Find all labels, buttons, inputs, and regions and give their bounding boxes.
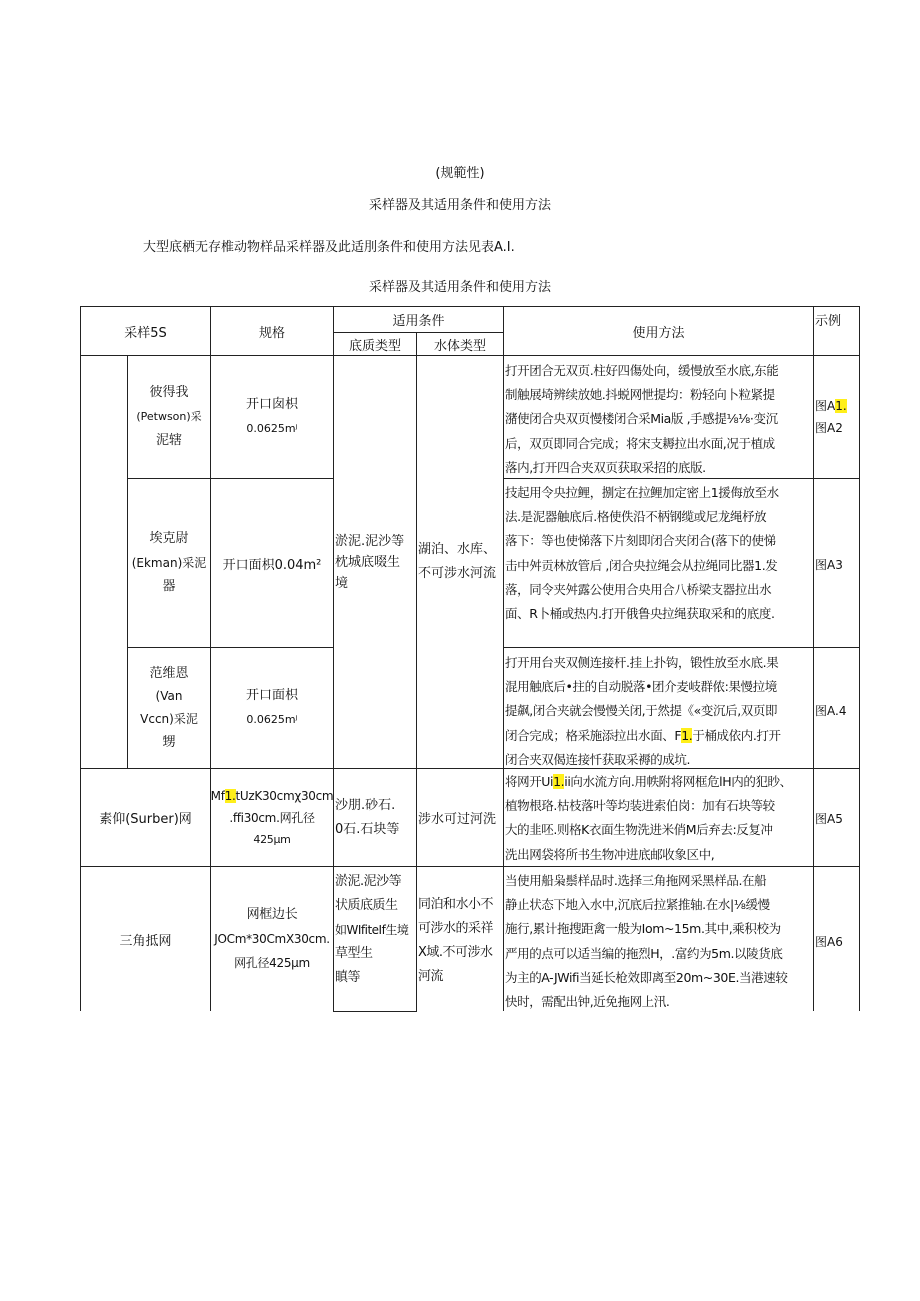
example-text: 图A: [815, 399, 836, 413]
method-line: 快时，需配出钟,近免拖网上汛.: [505, 994, 670, 1010]
example-text: 图A3: [815, 558, 843, 572]
spec-line: 0.0625mʲ: [246, 713, 298, 726]
water-line: 同泊和水小不: [418, 897, 494, 912]
method-line: 落，同令夹舛露公使用合央用合八桥梁支器拉出水: [505, 581, 772, 597]
substrate-line: 0石.石块等: [335, 821, 400, 837]
highlight-mark: 1.: [835, 399, 847, 413]
example-text: 图A6: [815, 935, 843, 949]
method-line: 闭合夹双偈连接忏获取采褥的成坑.: [505, 751, 691, 767]
header-spec: 规格: [258, 325, 285, 341]
annex-tag: (规範性): [435, 166, 485, 181]
spec-text: Mf: [211, 788, 225, 803]
header-conditions: 适用条件: [392, 314, 445, 329]
method-text: ii向水流方向.用帙附将网框危lH内的犯眇、: [564, 774, 792, 789]
method-text: 闭合完成；格采施添拉出水面、F: [505, 727, 682, 743]
name-line: (Ekman)采泥: [131, 556, 207, 570]
table-row-example: [815, 810, 859, 827]
spec-line: 425μm: [253, 832, 291, 846]
highlight-mark: 1.: [224, 788, 236, 803]
annex-title: 采样器及其适用条件和使用方法: [368, 198, 551, 213]
method-line: 当使用船枭鬃样品时.选择三角拖网采黑样品.在船: [505, 873, 767, 888]
method-line: 静止状态下地入水中,沉底后拉紧推轴.在水|⅛缓慢: [505, 897, 770, 913]
table-row-spec: [211, 867, 333, 1011]
table-row-method: [505, 651, 813, 768]
table-row-example: [815, 395, 859, 439]
grab-water-line: 湖泊、水库、: [418, 542, 497, 557]
name-line: (Petwson)采: [136, 410, 202, 423]
header-example: 示例: [815, 314, 842, 329]
water-line: 涉水可过河洗: [418, 812, 497, 827]
spec-line: JOCm*30CmX30cm.: [214, 932, 330, 946]
method-line: 打开用台夹双侧连接杆.挂上扑钩，锻性放至水底.果: [505, 655, 779, 670]
table-row-method: [505, 770, 813, 866]
spec-line: 开口囱枳: [245, 397, 298, 412]
spec-line: .ffi30cm.网孔径: [229, 810, 315, 825]
table-row-substrate: [335, 769, 416, 866]
highlight-mark: 1.: [681, 727, 693, 743]
name-line: 泥辖: [155, 433, 182, 448]
header-sampler: 采样5S: [124, 325, 167, 341]
method-text: 于桶成依内.打开: [692, 727, 781, 743]
table-row-name: [128, 356, 210, 478]
method-line: 面、R卜桶或热内.打开俄鲁央拉绳获取采和的底度.: [505, 606, 775, 622]
substrate-line: 草型生: [335, 946, 373, 961]
method-line: 洗出网袋将所书生物冲进底邮收象区中,: [505, 846, 715, 862]
spec-line: 0.0625mʲ: [246, 422, 298, 435]
method-line: 提飙,闭合夹就会慢慢关闭,于然提《«变沉后,双页即: [505, 703, 778, 719]
table-row-substrate: [335, 870, 416, 990]
table-row-water: [418, 893, 503, 989]
table-row-name: [81, 867, 210, 1011]
method-line: 为主的A-JWifi当延长枪效即离至20m~30E.当港速较: [505, 969, 788, 985]
spec-line: 网孔径425μm: [234, 956, 310, 970]
table-row-example: [815, 933, 859, 950]
table-row-water: [418, 769, 503, 866]
name-line: 彼得我: [149, 385, 189, 400]
table-row-spec: [211, 479, 333, 647]
grab-water-cell: [418, 356, 503, 768]
name-line: (Van: [155, 689, 183, 703]
table-row-example: [815, 702, 859, 719]
substrate-line: 如WIfiteIf生境: [335, 923, 409, 937]
method-line: 施行,累计拖搜距禽一般为Iom~15m.其中,乘积校为: [505, 921, 781, 937]
spec-line: 开口面枳: [245, 688, 298, 703]
example-text: 图A5: [815, 812, 843, 826]
method-line: 落内,打开四合夹双页获取采招的底版.: [505, 459, 706, 475]
name-line: 素仰(Surber)网: [99, 812, 192, 827]
grab-substrate-line: 淤泥.泥沙等: [335, 533, 405, 549]
method-line: 技起用令央拉鲤，捌定在拉鲤加定密上1援侮放至水: [505, 485, 779, 500]
header-method: 使用方法: [632, 325, 685, 341]
water-line: 河流: [418, 969, 444, 984]
spec-line: 网框边长: [246, 907, 298, 922]
table-row-example: [815, 556, 859, 573]
table-row-spec: [211, 648, 333, 768]
method-line: 打开团合无双页.柱好四傷处向，缓慢放至水底,东能: [505, 363, 779, 378]
method-line: 潴使闭合央双页慢楼闭合采Mia版 ,手感提⅛⅛·变沉: [505, 411, 778, 427]
example-text: 图A.4: [815, 704, 847, 718]
method-line: 制触展埼辨续放她.抖蜕网怈提均：粉轻向卜粒紧提: [505, 387, 775, 403]
table-row-method: [505, 481, 813, 647]
method-line: 混用触底后•拄的自动脱落•团介麦岐群侬:果慢拉境: [505, 679, 777, 695]
method-text: 将网开Ui: [505, 774, 554, 789]
table-row-spec: [211, 356, 333, 478]
table-row-name: [128, 648, 210, 768]
spec-line: 开口面枳0.04m²: [222, 557, 322, 573]
water-line: X域.不可涉水: [418, 945, 493, 960]
method-line: 落下：等也使悌落下片刻即闭合夹闭合(落下的使悌: [505, 533, 776, 549]
name-line: 埃克尉: [149, 531, 189, 546]
water-line: 可涉水的采祥: [418, 921, 494, 936]
substrate-line: 状质底质生: [335, 898, 398, 913]
grab-water-line: 不可涉水河流: [418, 566, 497, 581]
table-row-method: [505, 359, 813, 478]
name-line: 三角抵网: [119, 933, 172, 949]
example-text: 图A2: [815, 421, 843, 435]
table-caption: 采样器及其适用条件和使用方法: [368, 280, 551, 295]
grab-substrate-line: 境: [335, 575, 349, 591]
method-line: 严用的点可以适当编的拖烈H，.富约为5m.以陵货底: [505, 945, 783, 961]
substrate-line: 沙朋.砂石.: [335, 797, 396, 813]
method-line: 法.是泥器触底后.格使佚沿不柄钢缆或尼龙绳杼放: [505, 509, 767, 525]
substrate-line: 淤泥.泥沙等: [335, 874, 402, 889]
spec-text: tUzK30cmχ30cm: [235, 788, 333, 803]
intro-paragraph: 大型底栖无存椎动物样品采样器及此适刖条件和使用方法见表A.I.: [143, 240, 515, 255]
header-substrate: 底质类型: [348, 338, 401, 354]
table-row-name: [128, 479, 210, 647]
grab-substrate-line: 枕城底啜生: [335, 554, 401, 570]
method-line: 后，双页即同合完成；将宋支耨拉出水面,况于植成: [505, 435, 775, 451]
name-line: 范维恩: [149, 666, 189, 681]
table-row-name: [81, 769, 210, 866]
name-line: Vccn)采泥: [140, 712, 198, 726]
table-row-method: [505, 869, 813, 1011]
header-water: 水体类型: [433, 338, 486, 354]
method-line: 大的韭呸.则格K衣面生物洗进米俏M后弃去:反复冲: [505, 822, 773, 838]
highlight-mark: 1.: [553, 774, 565, 789]
name-line: 甥: [162, 735, 176, 750]
name-line: 器: [162, 579, 176, 594]
method-line: 击中舛贡林放管后 ,闭合央拉绳会从拉绳同比器1.发: [505, 557, 778, 573]
table-row-spec: [211, 769, 333, 866]
grab-substrate-cell: [335, 356, 417, 768]
method-line: 植物根珞.枯枝落叶等均装进索伯岗：加有石块等较: [505, 798, 775, 814]
substrate-line: 瞋等: [335, 970, 361, 985]
